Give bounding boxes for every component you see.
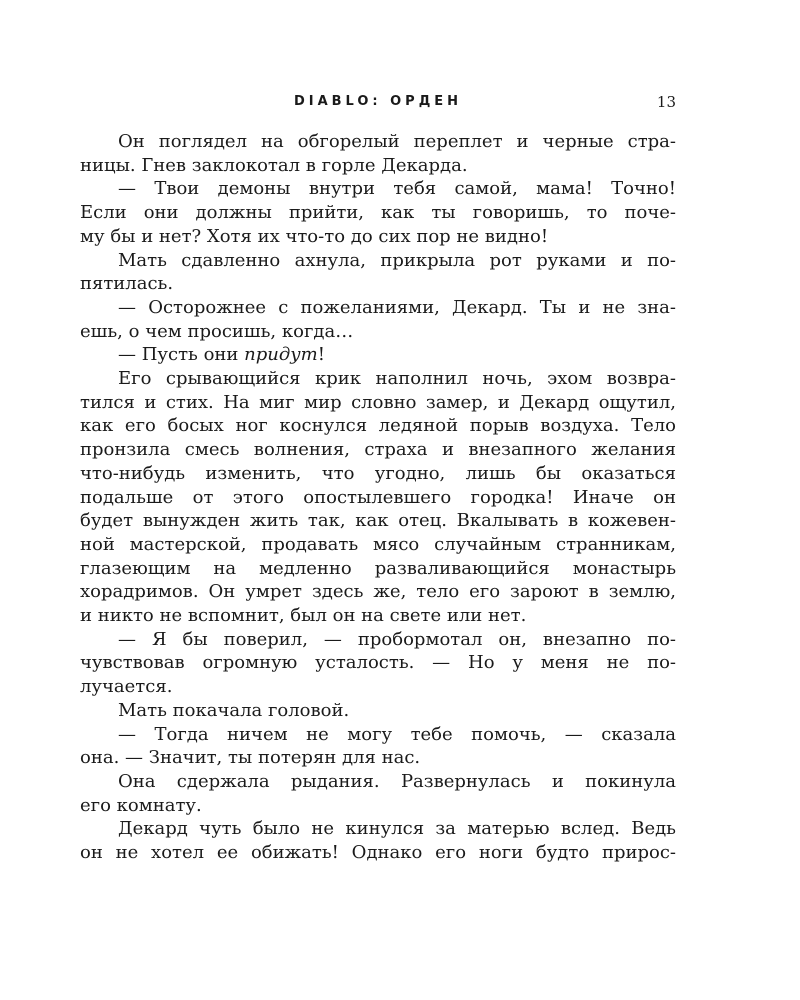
- running-header: [80, 90, 676, 114]
- text-run: !: [317, 344, 325, 366]
- text-line: му бы и нет? Хотя их что-то до сих пор не видно!: [80, 225, 549, 247]
- text-line: ницы. Гнев заклокотал в горле Декарда.: [80, 154, 468, 176]
- text-line: будет вынужден жить так, как отец. Вкалывать в кожевен-: [80, 510, 676, 532]
- text-line: Она сдержала рыдания. Развернулась и покинула: [118, 770, 676, 792]
- text-line: Его срывающийся крик наполнил ночь, эхом возвра-: [118, 368, 676, 390]
- text-line: Если они должны прийти, как ты говоришь, то поче-: [80, 202, 676, 224]
- text-line: его комнату.: [80, 794, 202, 816]
- text-line: она. — Значит, ты потерян для нас.: [80, 747, 421, 769]
- text-line: — Я бы поверил, — пробормотал он, внезапно по-: [118, 628, 676, 650]
- text-line: — Тогда ничем не могу тебе помочь, — сказала: [118, 723, 676, 745]
- text-run: — Пусть они: [118, 344, 245, 366]
- text-line: ешь, о чем просишь, когда…: [80, 320, 354, 342]
- emphasis-run: придут: [244, 344, 318, 366]
- text-line: как его босых ног коснулся ледяной порыв воздуха. Тело: [80, 415, 676, 437]
- text-line: Мать покачала головой.: [118, 699, 350, 721]
- text-line: лучается.: [80, 676, 173, 698]
- text-line: — Твои демоны внутри тебя самой, мама! Точно!: [118, 178, 676, 200]
- text-line: пятилась.: [80, 273, 174, 295]
- text-line: [80, 343, 676, 367]
- text-line: Мать сдавленно ахнула, прикрыла рот руками и по-: [118, 249, 676, 271]
- text-line: глазеющим на медленно разваливающийся монастырь: [80, 557, 676, 579]
- text-line: пронзила смесь волнения, страха и внезапного желания: [80, 439, 676, 461]
- text-line: и никто не вспомнит, был он на свете или нет.: [80, 605, 527, 627]
- page-number: 13: [656, 93, 676, 111]
- text-line: Декард чуть было не кинулся за матерью вслед. Ведь: [118, 818, 676, 840]
- text-line: хорадримов. Он умрет здесь же, тело его зароют в землю,: [80, 581, 676, 603]
- text-line: тился и стих. На миг мир словно замер, и Декард ощутил,: [80, 391, 676, 413]
- text-line: подальше от этого опостылевшего городка! Иначе он: [80, 486, 676, 508]
- text-line: Он поглядел на обгорелый переплет и черные стра-: [118, 131, 676, 152]
- book-title: DIABLO: ОРДЕН: [293, 94, 463, 109]
- text-line: что-нибудь изменить, что угодно, лишь бы оказаться: [80, 462, 676, 484]
- text-line: — Осторожнее с пожеланиями, Декард. Ты и не зна-: [118, 296, 676, 318]
- text-line: ной мастерской, продавать мясо случайным странникам,: [80, 533, 676, 555]
- text-line: он не хотел ее обижать! Однако его ноги будто прирос-: [80, 842, 676, 864]
- body-text: [80, 130, 676, 865]
- text-line: чувствовав огромную усталость. — Но у меня не по-: [80, 652, 676, 674]
